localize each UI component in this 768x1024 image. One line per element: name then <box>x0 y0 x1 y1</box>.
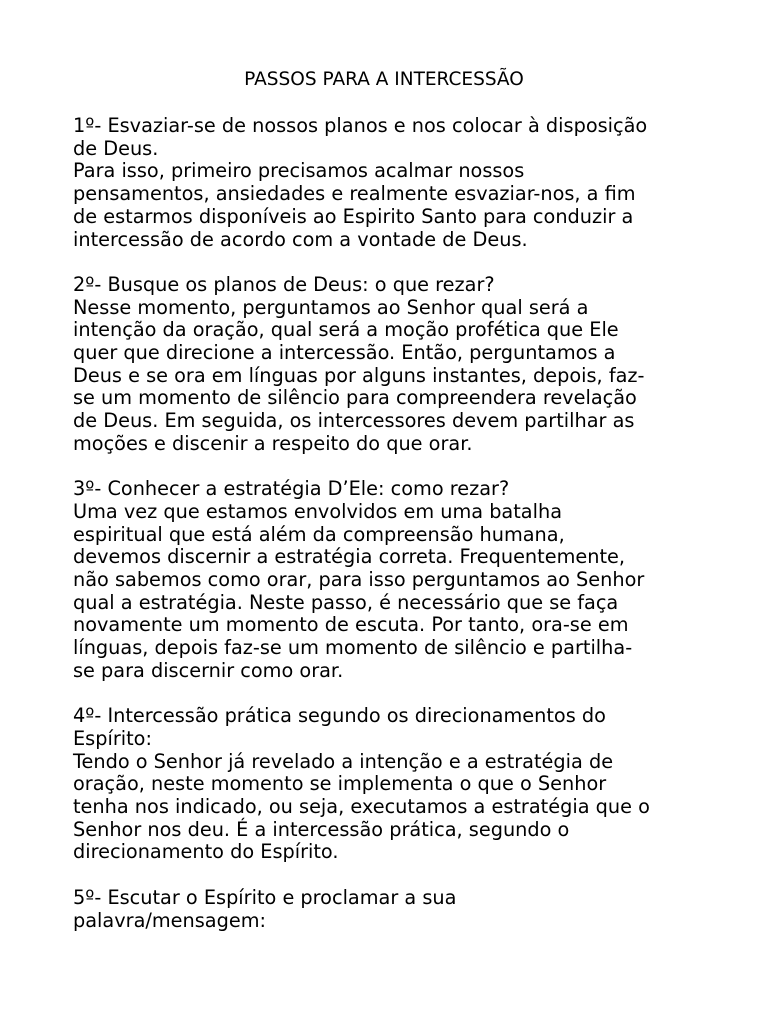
text-line: Deus e se ora em línguas por alguns instantes, depois, faz- <box>73 363 645 387</box>
text-line: de Deus. Em seguida, os intercessores devem partilhar as <box>73 409 635 433</box>
text-line: intercessão de acordo com a vontade de Deus. <box>73 227 528 251</box>
text-line: de Deus. <box>73 136 159 160</box>
text-line: tenha nos indicado, ou seja, executamos a estratégia que o <box>73 795 650 819</box>
text-line: Para isso, primeiro precisamos acalmar nossos <box>73 159 525 183</box>
text-line: novamente um momento de escuta. Por tanto, ora-se em <box>73 613 629 637</box>
text-line: 4º- Intercessão prática segundo os direcionamentos do <box>73 704 606 728</box>
text-line: Nesse momento, perguntamos ao Senhor qual será a <box>73 295 589 319</box>
text-line: direcionamento do Espírito. <box>73 840 339 864</box>
text-line: devemos discernir a estratégia correta. Frequentemente, <box>73 545 625 569</box>
text-line: qual a estratégia. Neste passo, é necessário que se faça <box>73 590 619 614</box>
text-line: palavra/mensagem: <box>73 908 266 932</box>
text-line: Espírito: <box>73 726 152 750</box>
text-line: se um momento de silêncio para compreendera revelação <box>73 386 637 410</box>
text-line: intenção da oração, qual será a moção profética que Ele <box>73 318 619 342</box>
text-line: Tendo o Senhor já revelado a intenção e a estratégia de <box>73 749 614 773</box>
text-line: pensamentos, ansiedades e realmente esvaziar-nos, a fim <box>73 182 636 206</box>
text-line: espiritual que está além da compreensão humana, <box>73 522 565 546</box>
text-line: não sabemos como orar, para isso perguntamos ao Senhor <box>73 568 645 592</box>
text-line: Senhor nos deu. É a intercessão prática, segundo o <box>73 817 570 841</box>
step-2-paragraph <box>73 274 713 456</box>
text-line: 5º- Escutar o Espírito e proclamar a sua <box>73 885 457 909</box>
text-line: moções e discenir a respeito do que orar. <box>73 431 473 455</box>
document-body <box>73 115 713 955</box>
step-4-paragraph <box>73 705 713 864</box>
step-1-paragraph <box>73 115 713 251</box>
text-line: de estarmos disponíveis ao Espirito Santo para conduzir a <box>73 204 634 228</box>
text-line: línguas, depois faz-se um momento de silêncio e partilha- <box>73 636 633 660</box>
text-line: oração, neste momento se implementa o que o Senhor <box>73 772 607 796</box>
text-line: Uma vez que estamos envolvidos em uma batalha <box>73 499 563 523</box>
text-line: 3º- Conhecer a estratégia D’Ele: como rezar? <box>73 477 510 501</box>
text-line: 1º- Esvaziar-se de nossos planos e nos colocar à disposição <box>73 114 648 137</box>
text-line: se para discernir como orar. <box>73 658 344 682</box>
text-line: quer que direcione a intercessão. Então, perguntamos a <box>73 341 616 365</box>
text-line: 2º- Busque os planos de Deus: o que rezar? <box>73 272 495 296</box>
step-5-paragraph <box>73 887 713 932</box>
document-title: PASSOS PARA A INTERCESSÃO <box>244 69 524 90</box>
step-3-paragraph <box>73 478 713 682</box>
